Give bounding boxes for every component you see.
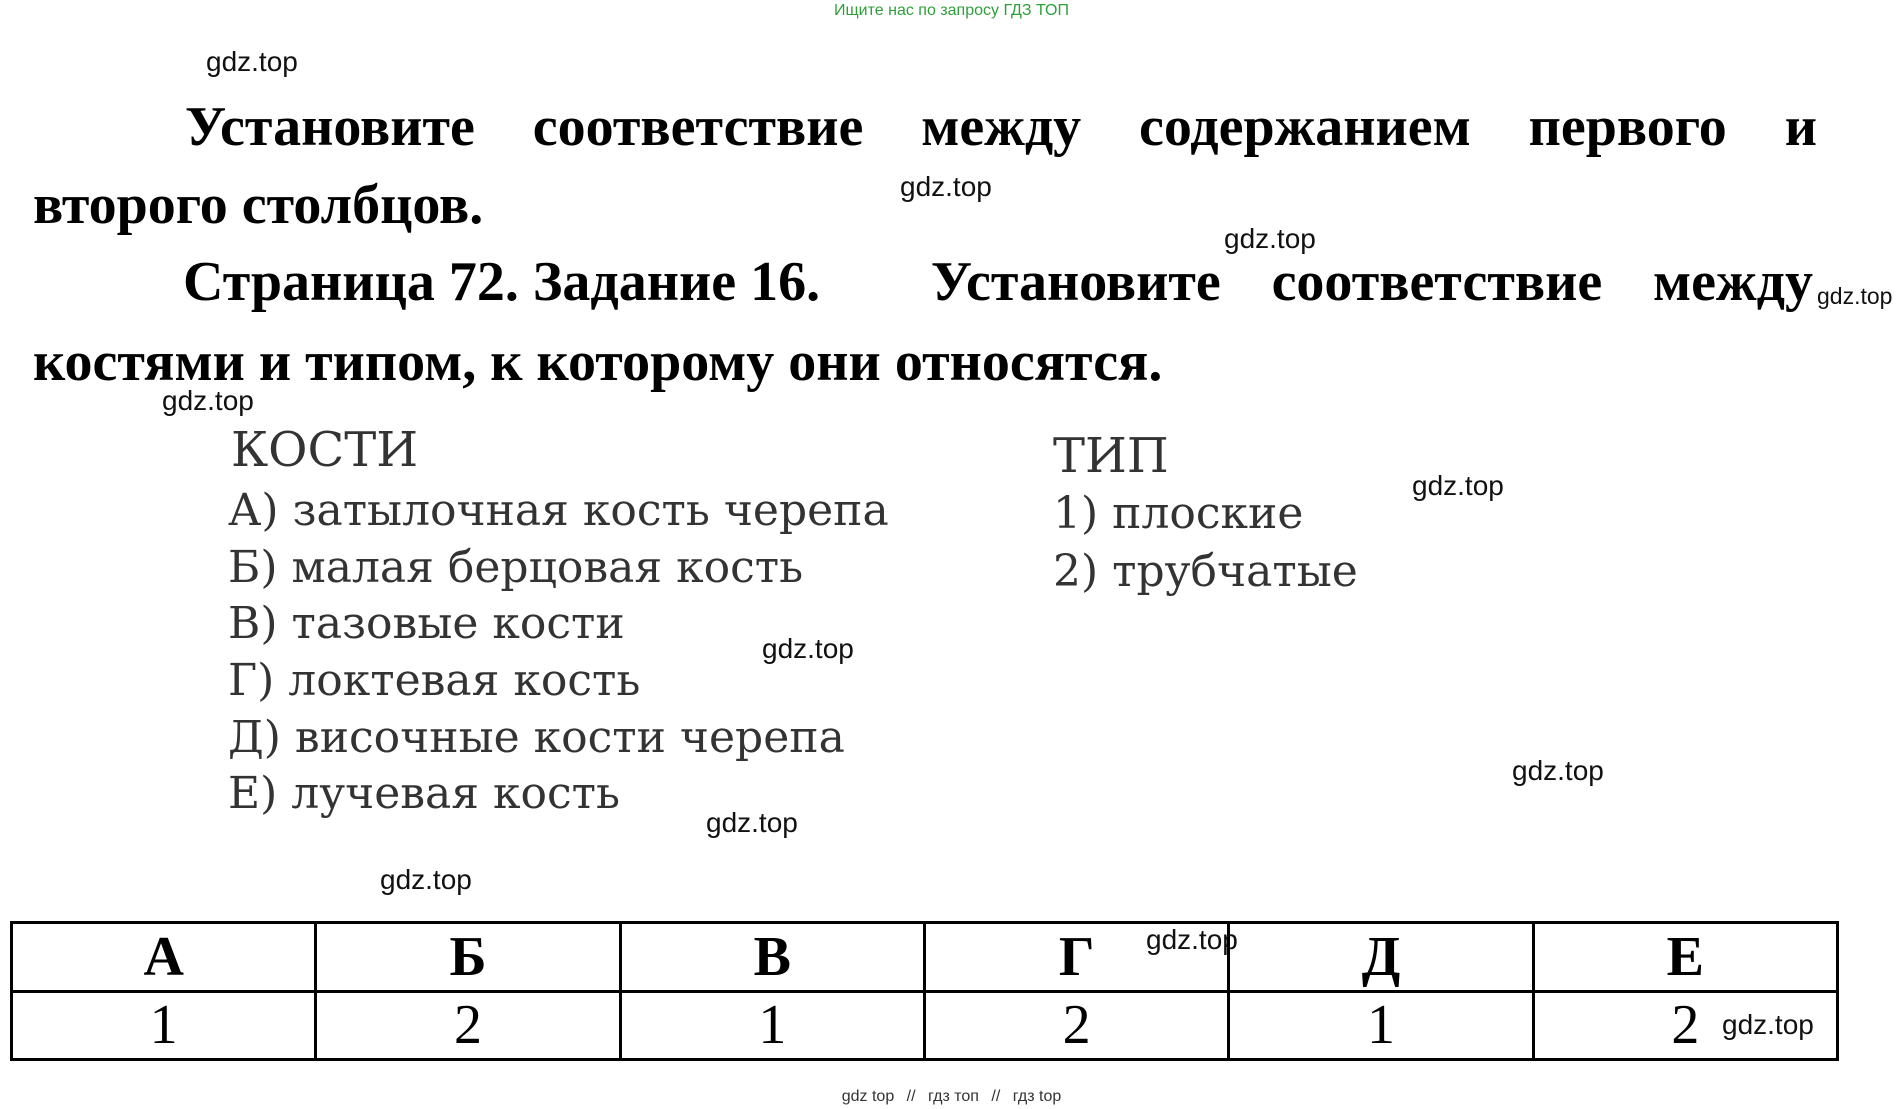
table-cell: 2 (924, 991, 1228, 1060)
table-header-cell: В (620, 923, 924, 992)
watermark: gdz.top (206, 46, 298, 77)
intro-line-1 (185, 95, 1817, 159)
intro-word: Установите (185, 96, 475, 158)
table-header-cell: Е (1533, 923, 1837, 992)
watermark: gdz.top (1146, 924, 1238, 955)
table-header-cell: Г (924, 923, 1228, 992)
bones-column-title: КОСТИ (231, 422, 419, 478)
task-number: Страница 72. Задание 16. (183, 251, 821, 313)
footer-link[interactable]: гдз топ (928, 1088, 979, 1105)
table-header-cell: Б (316, 923, 620, 992)
watermark: gdz.top (1412, 470, 1504, 501)
intro-word: и (1784, 96, 1817, 158)
watermark: gdz.top (1224, 223, 1316, 254)
watermark: gdz.top (1817, 283, 1893, 309)
table-cell: 2 (1533, 991, 1837, 1060)
table-header-row (12, 923, 1838, 992)
footer-separator: // (991, 1088, 1001, 1105)
watermark: gdz.top (1512, 755, 1604, 786)
table-header-cell: А (12, 923, 316, 992)
footer-links (0, 1088, 1903, 1106)
table-header-cell: Д (1229, 923, 1533, 992)
answer-table (10, 921, 1839, 1061)
intro-word: соответствие (532, 96, 864, 158)
bone-item: А) затылочная кость черепа (228, 485, 889, 536)
table-cell: 1 (1229, 991, 1533, 1060)
type-column-title: ТИП (1053, 428, 1169, 484)
intro-word: между (921, 96, 1082, 158)
bone-item: В) тазовые кости (228, 598, 625, 649)
table-row (12, 991, 1838, 1060)
watermark: gdz.top (162, 385, 254, 416)
footer-separator: // (906, 1088, 916, 1105)
task-line-1 (183, 250, 1813, 314)
task-word: между (1653, 251, 1813, 313)
bone-item: Б) малая берцовая кость (228, 542, 804, 593)
watermark: gdz.top (762, 633, 854, 664)
bone-item: Е) лучевая кость (228, 768, 620, 819)
intro-word: первого (1528, 96, 1727, 158)
watermark: gdz.top (706, 807, 798, 838)
task-word: Установите (930, 251, 1221, 313)
bone-item: Г) локтевая кость (228, 655, 641, 706)
intro-word: содержанием (1139, 96, 1471, 158)
task-line-2: костями и типом, к которому они относятся. (33, 331, 1163, 393)
table-cell: 1 (12, 991, 316, 1060)
footer-link[interactable]: гдз top (1012, 1088, 1062, 1105)
type-item: 1) плоские (1053, 488, 1304, 539)
bone-item: Д) височные кости черепа (228, 712, 845, 763)
footer-link[interactable]: gdz top (841, 1088, 895, 1105)
watermark: gdz.top (380, 864, 472, 895)
type-item: 2) трубчатые (1053, 546, 1358, 597)
table-cell: 2 (316, 991, 620, 1060)
search-hint: Ищите нас по запросу ГДЗ ТОП (834, 2, 1069, 19)
watermark: gdz.top (1722, 1009, 1814, 1040)
task-word: соответствие (1271, 251, 1603, 313)
watermark: gdz.top (900, 171, 992, 202)
intro-line-2: второго столбцов. (33, 174, 484, 236)
table-cell: 1 (620, 991, 924, 1060)
